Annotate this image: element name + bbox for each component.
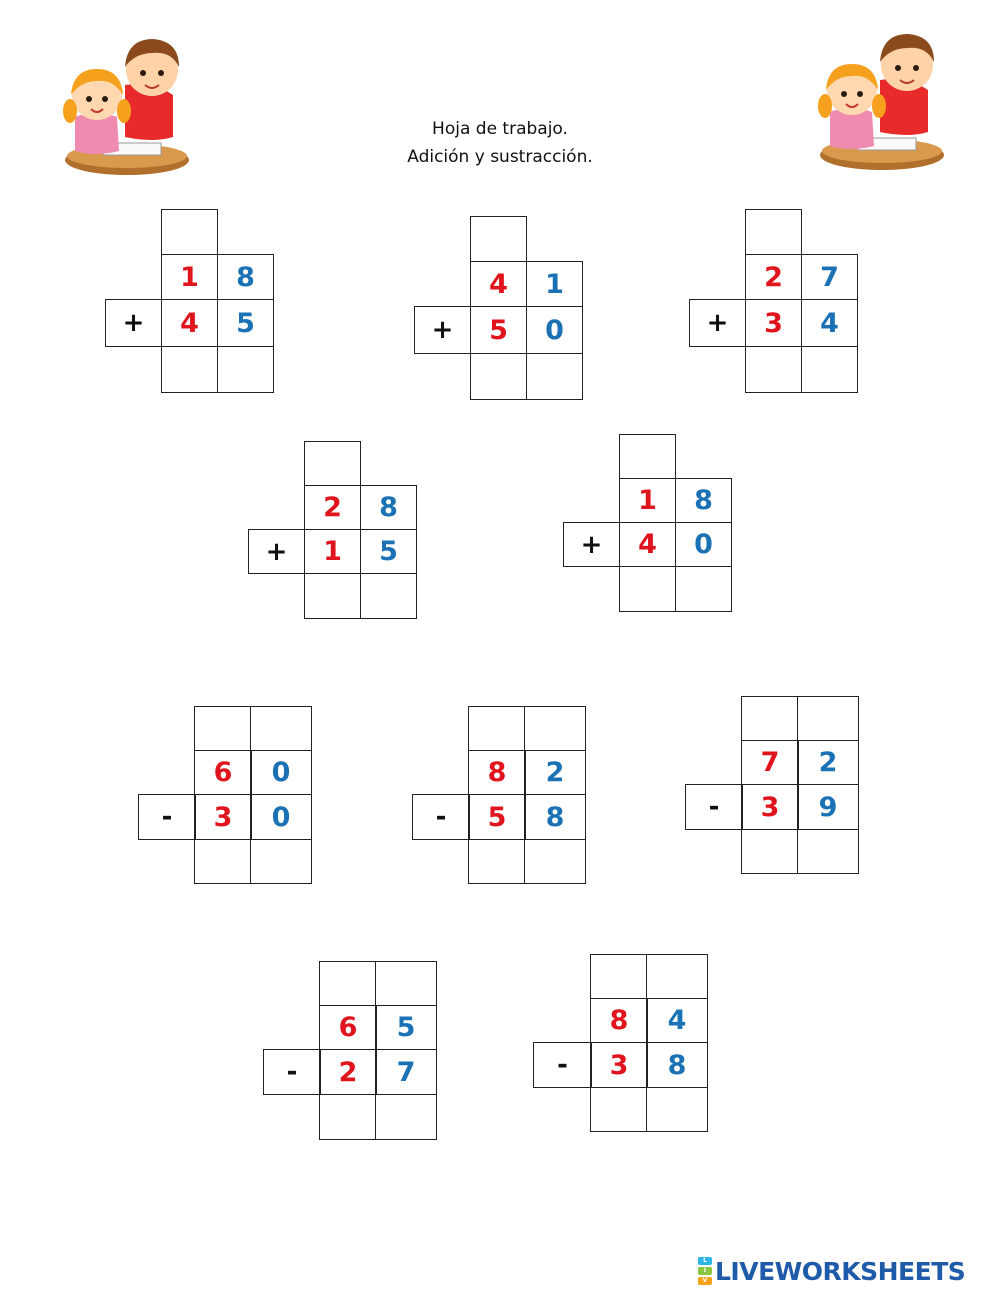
- operator-sign: +: [689, 299, 746, 347]
- answer-tens-box[interactable]: [741, 829, 799, 874]
- top-ones-digit: 1: [526, 261, 583, 307]
- bottom-ones-digit: 9: [797, 784, 859, 830]
- answer-ones-box[interactable]: [801, 346, 858, 393]
- borrow-ones-box[interactable]: [524, 706, 586, 751]
- borrow-ones-box[interactable]: [375, 961, 437, 1006]
- answer-ones-box[interactable]: [675, 566, 732, 612]
- operator-sign: +: [563, 522, 620, 567]
- top-tens-digit: 6: [319, 1005, 377, 1050]
- brand-mark-letter: V: [698, 1277, 712, 1285]
- bottom-ones-digit: 5: [360, 529, 417, 574]
- bottom-ones-digit: 0: [250, 794, 312, 840]
- top-ones-digit: 5: [375, 1005, 437, 1050]
- top-ones-digit: 2: [524, 750, 586, 795]
- top-tens-digit: 8: [468, 750, 526, 795]
- answer-ones-box[interactable]: [375, 1094, 437, 1140]
- problem-6: [138, 706, 313, 884]
- carry-box[interactable]: [619, 434, 676, 479]
- answer-tens-box[interactable]: [590, 1087, 648, 1132]
- top-tens-digit: 1: [161, 254, 218, 300]
- answer-ones-box[interactable]: [217, 346, 274, 393]
- children-reading-illustration-left: [55, 25, 200, 180]
- problem-9: [263, 961, 438, 1140]
- answer-ones-box[interactable]: [360, 573, 417, 619]
- top-ones-digit: 7: [801, 254, 858, 300]
- problem-5: [563, 434, 733, 612]
- children-reading-illustration-right: [810, 20, 955, 175]
- liveworksheets-logo: [698, 1254, 965, 1288]
- borrow-tens-box[interactable]: [590, 954, 648, 999]
- bottom-ones-digit: 8: [524, 794, 586, 840]
- answer-ones-box[interactable]: [250, 839, 312, 884]
- bottom-tens-digit: 5: [468, 794, 526, 840]
- operator-sign: +: [414, 306, 471, 354]
- bottom-tens-digit: 3: [590, 1042, 648, 1088]
- operator-sign: +: [248, 529, 305, 574]
- bottom-tens-digit: 3: [745, 299, 802, 347]
- top-ones-digit: 8: [360, 485, 417, 530]
- operator-sign: +: [105, 299, 162, 347]
- top-ones-digit: 4: [646, 998, 708, 1043]
- operator-sign: -: [685, 784, 743, 830]
- problem-7: [412, 706, 587, 884]
- problem-3: [689, 209, 859, 393]
- operator-sign: -: [412, 794, 470, 840]
- answer-ones-box[interactable]: [524, 839, 586, 884]
- bottom-ones-digit: 7: [375, 1049, 437, 1095]
- brand-mark-letter: L: [698, 1257, 712, 1265]
- top-ones-digit: 8: [675, 478, 732, 523]
- carry-box[interactable]: [161, 209, 218, 255]
- bottom-tens-digit: 4: [619, 522, 676, 567]
- borrow-ones-box[interactable]: [646, 954, 708, 999]
- borrow-ones-box[interactable]: [797, 696, 859, 741]
- top-ones-digit: 8: [217, 254, 274, 300]
- problem-1: [105, 209, 275, 393]
- answer-ones-box[interactable]: [797, 829, 859, 874]
- carry-box[interactable]: [470, 216, 527, 262]
- operator-sign: -: [533, 1042, 592, 1088]
- bottom-tens-digit: 3: [194, 794, 252, 840]
- top-tens-digit: 7: [741, 740, 799, 785]
- answer-tens-box[interactable]: [161, 346, 218, 393]
- answer-tens-box[interactable]: [470, 353, 527, 400]
- brand-mark-letter: I: [698, 1267, 712, 1275]
- answer-tens-box[interactable]: [745, 346, 802, 393]
- carry-box[interactable]: [745, 209, 802, 255]
- answer-tens-box[interactable]: [304, 573, 361, 619]
- problem-4: [248, 441, 418, 619]
- answer-ones-box[interactable]: [646, 1087, 708, 1132]
- bottom-tens-digit: 4: [161, 299, 218, 347]
- bottom-ones-digit: 0: [675, 522, 732, 567]
- top-ones-digit: 0: [250, 750, 312, 795]
- bottom-ones-digit: 8: [646, 1042, 708, 1088]
- brand-name: LIVEWORKSHEETS: [715, 1256, 966, 1286]
- bottom-tens-digit: 1: [304, 529, 361, 574]
- bottom-ones-digit: 5: [217, 299, 274, 347]
- problem-2: [414, 216, 584, 400]
- bottom-ones-digit: 0: [526, 306, 583, 354]
- borrow-tens-box[interactable]: [741, 696, 799, 741]
- answer-tens-box[interactable]: [194, 839, 252, 884]
- answer-tens-box[interactable]: [468, 839, 526, 884]
- bottom-ones-digit: 4: [801, 299, 858, 347]
- top-tens-digit: 2: [304, 485, 361, 530]
- top-tens-digit: 2: [745, 254, 802, 300]
- answer-tens-box[interactable]: [619, 566, 676, 612]
- worksheet-subtitle: Adición y sustracción.: [407, 147, 593, 167]
- problem-8: [685, 696, 860, 874]
- borrow-tens-box[interactable]: [319, 961, 377, 1006]
- borrow-tens-box[interactable]: [468, 706, 526, 751]
- carry-box[interactable]: [304, 441, 361, 486]
- answer-ones-box[interactable]: [526, 353, 583, 400]
- brand-mark-icon: [698, 1256, 712, 1286]
- bottom-tens-digit: 2: [319, 1049, 377, 1095]
- bottom-tens-digit: 3: [741, 784, 799, 830]
- top-tens-digit: 8: [590, 998, 648, 1043]
- top-tens-digit: 4: [470, 261, 527, 307]
- operator-sign: -: [138, 794, 196, 840]
- borrow-ones-box[interactable]: [250, 706, 312, 751]
- answer-tens-box[interactable]: [319, 1094, 377, 1140]
- top-tens-digit: 6: [194, 750, 252, 795]
- top-tens-digit: 1: [619, 478, 676, 523]
- operator-sign: -: [263, 1049, 321, 1095]
- worksheet-title: Hoja de trabajo.: [432, 119, 568, 139]
- borrow-tens-box[interactable]: [194, 706, 252, 751]
- top-ones-digit: 2: [797, 740, 859, 785]
- problem-10: [533, 954, 708, 1132]
- bottom-tens-digit: 5: [470, 306, 527, 354]
